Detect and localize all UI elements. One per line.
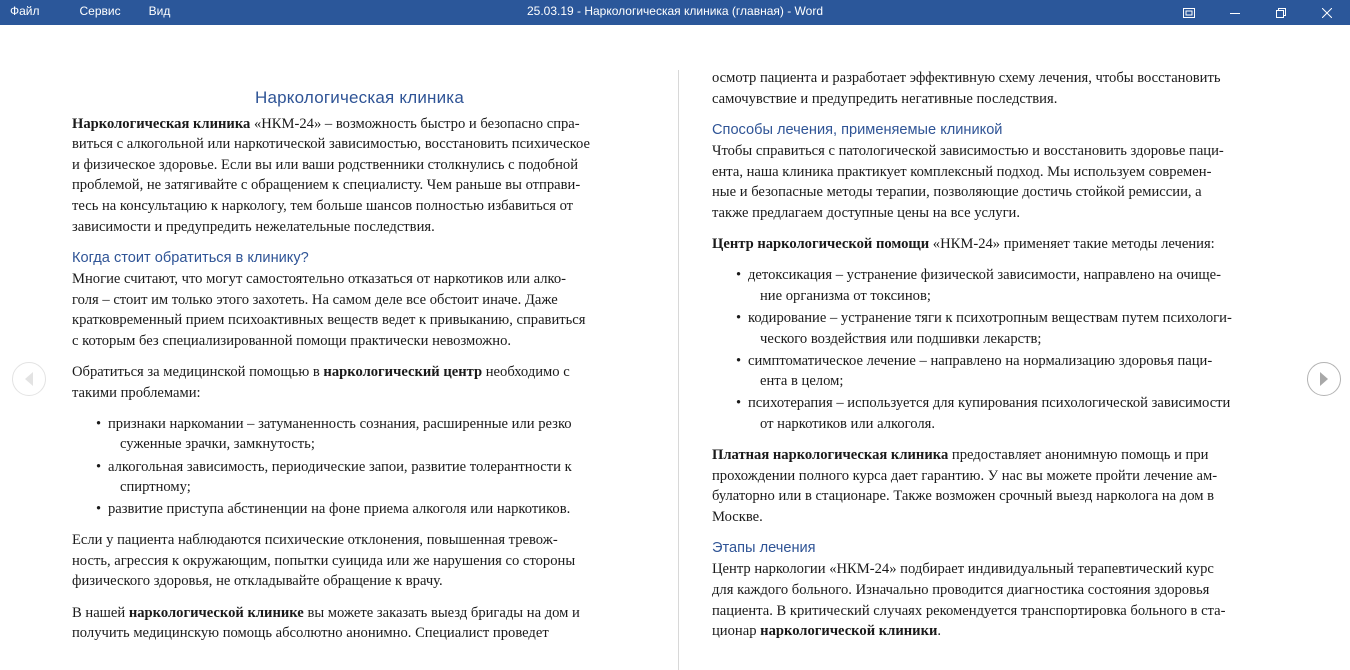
paragraph-center [712, 234, 1287, 255]
restore-icon [1276, 8, 1286, 18]
text-line: ента, наша клиника практикует комплексный подход. Мы используем современ- [712, 163, 1212, 180]
text-line: самочувствие и предупредить негативные последствия. [712, 90, 1058, 107]
text-line: ческого воздействия или подшивки лекарств; [760, 330, 1042, 347]
intro-line: зависимости и предупредить нежелательные последствия. [72, 218, 435, 235]
bullet-icon: • [96, 415, 102, 432]
text-line: детоксикация – устранение физической зависимости, направлено на очище- [748, 267, 1221, 284]
text-line: для каждого больного. Изначально проводится диагностика состояния здоровья [712, 582, 1210, 599]
column-divider [678, 70, 679, 670]
text-line: суженные зрачки, замкнутость; [120, 436, 315, 453]
bullet-icon: • [736, 395, 742, 412]
intro-line: тесь на консультацию к наркологу, тем больше шансов полностью избавиться от [72, 197, 574, 214]
window-title: 25.03.19 - Наркологическая клиника (главная) - Word [526, 4, 824, 18]
fit-page-button[interactable] [1166, 0, 1212, 25]
bold-run: наркологический центр [323, 364, 483, 381]
text-line: пациента. В критический случаях рекомендуется транспортировка больного в ста- [712, 602, 1226, 619]
text-run: предоставляет анонимную помощь и при [948, 447, 1209, 463]
text-line: кратковременный прием психоактивных веществ ведет к привыканию, справиться [72, 312, 586, 329]
paragraph-continuation [712, 68, 1287, 109]
text-line: прохождении полного курса дает гарантию. У нас вы можете пройти лечение ам- [712, 467, 1218, 484]
list-item [712, 351, 1287, 392]
text-line: Многие считают, что могут самостоятельно отказаться от наркотиков или алко- [72, 271, 566, 288]
previous-page-button[interactable] [12, 362, 46, 396]
text-line: Если у пациента наблюдаются психические отклонения, повышенная тревож- [72, 532, 558, 549]
left-column [72, 88, 647, 654]
arrow-right-icon [1317, 371, 1331, 387]
menu-bar [0, 0, 170, 25]
text-run: вы можете заказать выезд бригады на дом и [303, 604, 580, 621]
paragraph-visit [72, 603, 647, 644]
text-line: осмотр пациента и разработает эффективную схему лечения, чтобы восстановить [712, 70, 1221, 86]
bullet-icon: • [736, 309, 742, 326]
text-line: физического здоровья, не откладывайте обращение к врачу. [72, 573, 443, 590]
intro-line: проблемой, не затягивайте с обращением к специалисту. Чем раньше вы отправи- [72, 177, 581, 194]
text-run: «НКМ-24» применяет такие методы лечения: [929, 236, 1215, 253]
bold-run: Платная наркологическая клиника [712, 447, 949, 463]
bold-run: наркологической клинике [128, 604, 304, 621]
menu-service[interactable]: Сервис [79, 4, 121, 18]
close-icon [1322, 8, 1332, 18]
title-bar [0, 0, 1350, 25]
paragraph-many-think [72, 269, 647, 351]
intro-paragraph [72, 114, 647, 238]
list-item [712, 308, 1287, 349]
minimize-icon [1230, 8, 1240, 18]
paragraph-apply [72, 362, 647, 403]
next-page-button[interactable] [1307, 362, 1341, 396]
text-line: также предлагаем доступные цены на все услуги. [712, 205, 1021, 222]
text-line: голя – стоит им только этого захотеть. На самом деле все обстоит иначе. Даже [72, 291, 558, 308]
list-item [712, 393, 1287, 434]
bold-run: Центр наркологической помощи [712, 236, 930, 253]
text-line: Центр наркологии «НКМ-24» подбирает индивидуальный терапевтический курс [712, 561, 1214, 578]
bullet-icon: • [736, 352, 742, 369]
text-line: ные и безопасные методы терапии, позволяющие достичь стойкой ремиссии, а [712, 184, 1202, 201]
text-line: с которым без специализированной помощи практически невозможно. [72, 333, 512, 350]
text-line: спиртному; [120, 479, 191, 496]
text-line: признаки наркомании – затуманенность сознания, расширенные или резко [108, 415, 572, 432]
heading-stages: Этапы лечения [712, 539, 816, 556]
bullet-icon: • [96, 458, 102, 475]
restore-button[interactable] [1258, 0, 1304, 25]
menu-file[interactable]: Файл [10, 4, 40, 18]
text-line: Чтобы справиться с патологической зависимостью и восстановить здоровье паци- [712, 143, 1224, 160]
text-line: от наркотиков или алкоголя. [760, 415, 935, 432]
paragraph-stages [712, 559, 1287, 641]
text-line: симптоматическое лечение – направлено на нормализацию здоровья паци- [748, 352, 1213, 369]
problems-list [72, 414, 647, 520]
text-line: ние организма от токсинов; [760, 287, 931, 304]
list-item [72, 414, 647, 455]
window-controls [1166, 0, 1350, 25]
text-line: такими проблемами: [72, 384, 201, 401]
bold-run: наркологической клиники [760, 623, 938, 640]
bullet-icon: • [736, 267, 742, 284]
paragraph-approach [712, 141, 1287, 223]
intro-line: и физическое здоровье. Если вы или ваши родственники столкнулись с подобной [72, 156, 579, 173]
intro-line: виться с алкогольной или наркотической зависимостью, восстановить психическое [72, 136, 590, 153]
fit-page-icon [1183, 8, 1195, 18]
text-line: булаторно или в стационаре. Также возможен срочный выезд нарколога на дом в [712, 488, 1215, 505]
list-item [72, 499, 647, 520]
bullet-icon: • [96, 501, 102, 518]
document-title: Наркологическая клиника [255, 88, 464, 107]
text-line: развитие приступа абстиненции на фоне приема алкоголя или наркотиков. [108, 501, 571, 518]
right-column [712, 68, 1287, 652]
text-run: Обратиться за медицинской помощью в [72, 364, 324, 381]
minimize-button[interactable] [1212, 0, 1258, 25]
text-line: ента в целом; [760, 373, 844, 390]
text-line: получить медицинскую помощь абсолютно анонимно. Специалист проведет [72, 625, 549, 642]
methods-list [712, 265, 1287, 434]
text-line: алкогольная зависимость, периодические запои, развитие толерантности к [108, 458, 572, 475]
text-run: ционар [712, 623, 761, 640]
arrow-left-icon [22, 371, 36, 387]
text-line: кодирование – устранение тяги к психотропным веществам путем психологи- [748, 309, 1232, 326]
list-item [712, 265, 1287, 306]
list-item [72, 457, 647, 498]
menu-view[interactable]: Вид [148, 4, 171, 18]
text-run: необходимо с [482, 364, 570, 381]
text-line: ность, агрессия к окружающим, попытки суицида или же нарушения со стороны [72, 552, 576, 569]
text-line: психотерапия – используется для купирования психологической зависимости [748, 395, 1231, 412]
reading-view [0, 25, 1350, 670]
intro-text: «НКМ-24» – возможность быстро и безопасно спра- [250, 115, 580, 132]
heading-methods: Способы лечения, применяемые клиникой [712, 121, 1003, 138]
text-run: В нашей [72, 604, 129, 621]
paragraph-symptoms [72, 530, 647, 592]
paragraph-paid [712, 445, 1287, 527]
close-button[interactable] [1304, 0, 1350, 25]
text-run: . [937, 623, 942, 640]
text-line: Москве. [712, 508, 763, 525]
heading-when: Когда стоит обратиться в клинику? [72, 249, 309, 266]
intro-bold: Наркологическая клиника [72, 115, 251, 132]
